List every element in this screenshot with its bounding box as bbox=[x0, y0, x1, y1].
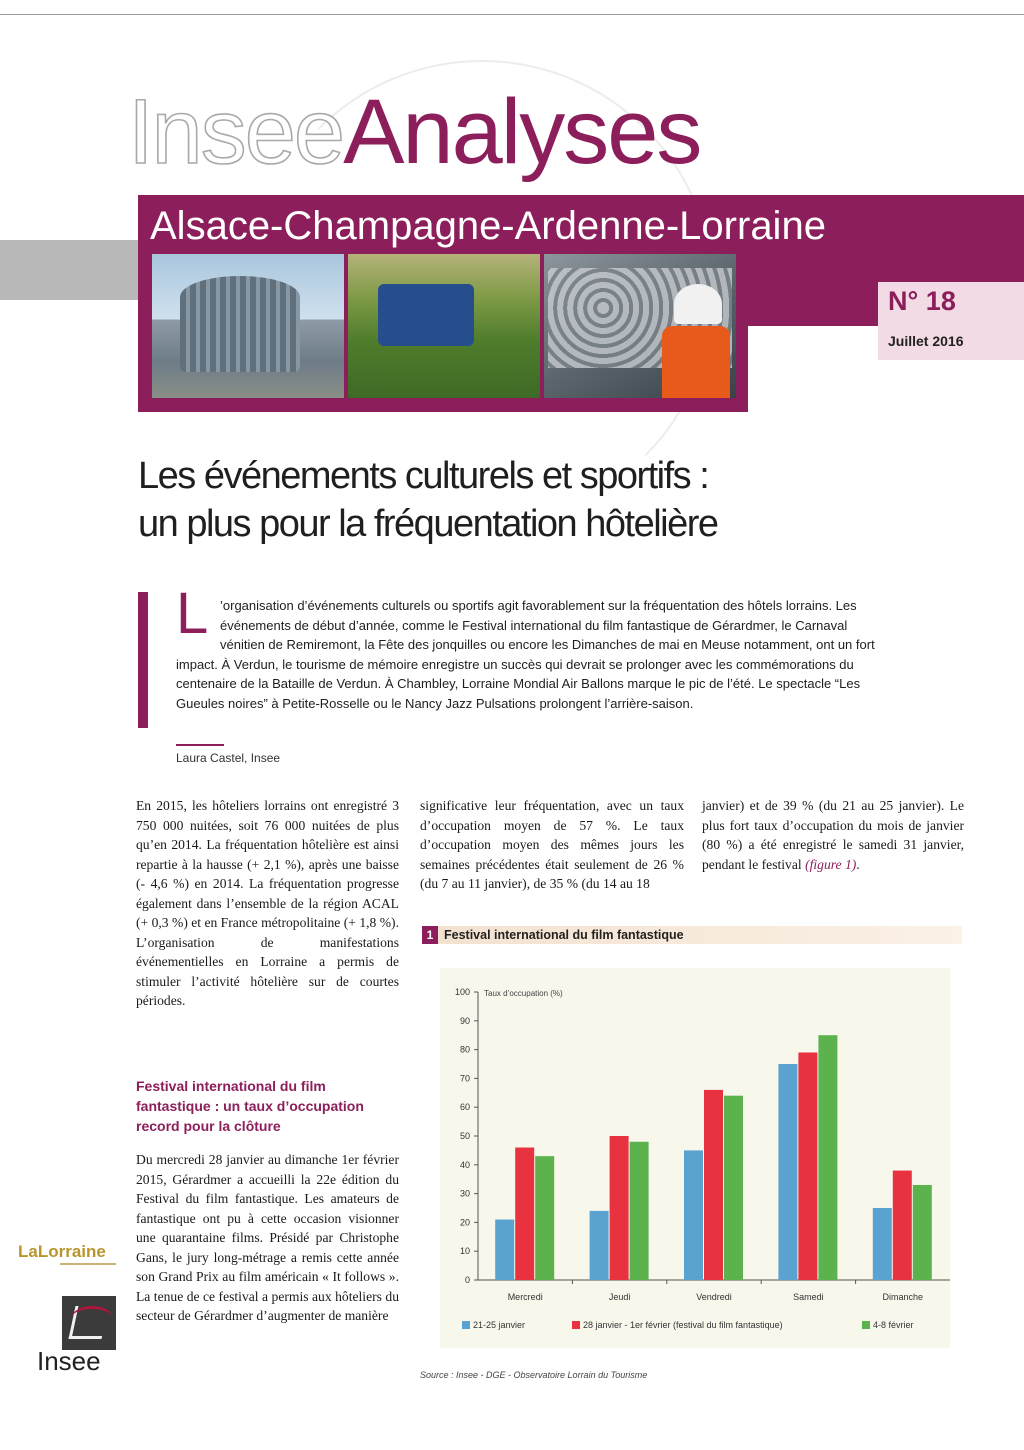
y-tick-label: 0 bbox=[464, 1275, 470, 1285]
figure-reference-link[interactable]: (figure 1) bbox=[805, 856, 857, 872]
lorraine-logo: LaLorraine bbox=[18, 1242, 106, 1261]
title-line-1: Les événements culturels et sportifs : bbox=[138, 455, 709, 497]
y-tick-label: 100 bbox=[454, 987, 470, 997]
intro-paragraph bbox=[176, 596, 888, 713]
top-rule bbox=[0, 14, 1024, 15]
author-rule bbox=[176, 744, 224, 746]
bar bbox=[873, 1208, 892, 1280]
issue-date: Juillet 2016 bbox=[888, 333, 964, 349]
article-title bbox=[138, 452, 718, 548]
legend-label: 21-25 janvier bbox=[473, 1320, 526, 1330]
figure-title: Festival international du film fantastique bbox=[444, 928, 684, 942]
y-axis-label: Taux d’occupation (%) bbox=[484, 989, 563, 998]
drop-cap: L bbox=[176, 581, 209, 646]
x-tick-label: Vendredi bbox=[696, 1292, 732, 1302]
y-tick-label: 40 bbox=[459, 1159, 470, 1170]
building-shape bbox=[180, 276, 300, 372]
bar bbox=[684, 1150, 703, 1280]
bar bbox=[778, 1064, 797, 1280]
body-column-1-continued: Du mercredi 28 janvier au dimanche 1er février 2015, Gérardmer a accueilli la 22e édition du Festival du film fantastique. Les amateurs de fantastique ont pu à cette occasion visionner une quarantaine films. Présidé par Christophe Gans, le jury long-métrage a remis cette année son Grand Prix au film américain « It follows ». La tenue de ce festival a permis aux hôteliers du secteur de Gérardmer d’augmenter de manière bbox=[136, 1152, 399, 1323]
x-tick-label: Mercredi bbox=[507, 1292, 543, 1302]
intro-text: ’organisation d’événements culturels ou sportifs agit favorablement sur la fréquentation des hôtels lorrains. Les événements de début d’année, comme le Festival international du film fantastique de Gérardmer, le Carnaval vénitien de Remiremont, la Fête des jonquilles ou encore les Dimanches de mai en Meuse notamment, ont un fort impact. À Verdun, le tourisme de mémoire enregistre un succès qui devrait se prolonger avec les commémorations du centenaire de la Bataille de Verdun. À Chambley, Lorraine Mondial Air Ballons marque le pic de l’été. Le spectacle “Les Gueules noires” à Petite-Rosselle ou le Nancy Jazz Pulsations prolongent l’arrière-saison. bbox=[176, 598, 875, 711]
photo-steel-worker bbox=[544, 254, 736, 398]
y-tick-label: 80 bbox=[459, 1044, 470, 1055]
region-title: Alsace-Champagne-Ardenne-Lorraine bbox=[150, 204, 826, 248]
x-tick-label: Samedi bbox=[793, 1292, 824, 1302]
y-tick-label: 10 bbox=[459, 1246, 470, 1257]
bar bbox=[913, 1185, 932, 1280]
worker-vest bbox=[662, 326, 730, 398]
legend-swatch bbox=[572, 1321, 580, 1329]
legend-label: 28 janvier - 1er février (festival du film fantastique) bbox=[583, 1320, 783, 1330]
section-subhead: Festival international du film fantastique : un taux d’occupation record pour la clôture bbox=[136, 1078, 364, 1134]
brand-analyses: Analyses bbox=[343, 81, 701, 183]
figure-source: Source : Insee - DGE - Observatoire Lorrain du Tourisme bbox=[420, 1370, 648, 1380]
bar-chart bbox=[420, 968, 960, 1358]
worker-helmet bbox=[674, 284, 722, 324]
legend-swatch bbox=[862, 1321, 870, 1329]
bar bbox=[515, 1148, 534, 1280]
gray-band bbox=[0, 240, 160, 300]
insee-logo-text: Insee bbox=[37, 1346, 101, 1376]
y-tick-label: 90 bbox=[459, 1015, 470, 1026]
body-column-1: En 2015, les hôteliers lorrains ont enregistré 3 750 000 nuitées, soit 76 000 nuitées de plus qu’en 2014. La fréquentation hôtelière est ainsi repartie à la hausse (+ 2,1 %), après une baisse (- 4,6 %) en 2014. La fréquentation progresse également dans l’ensemble de la région ACAL (+ 0,3 %) et en France métropolitaine (+ 1,8 %). L’organisation de manifestations événementielles en Lorraine a permis de stimuler l’activité hôtelière sur de courtes périodes. bbox=[136, 798, 399, 1008]
photo-tractor-field bbox=[348, 254, 540, 398]
bar bbox=[535, 1156, 554, 1280]
bar bbox=[798, 1052, 817, 1280]
issue-number: N° 18 bbox=[888, 286, 956, 316]
brand-insee: Insee bbox=[128, 81, 344, 183]
intro-accent-bar bbox=[138, 592, 148, 728]
bar bbox=[630, 1142, 649, 1280]
bar bbox=[724, 1096, 743, 1280]
bar bbox=[818, 1035, 837, 1280]
y-tick-label: 30 bbox=[459, 1188, 470, 1199]
photo-parliament bbox=[152, 254, 344, 398]
title-line-2: un plus pour la fréquentation hôtelière bbox=[138, 503, 718, 545]
legend-swatch bbox=[462, 1321, 470, 1329]
bar bbox=[704, 1090, 723, 1280]
body-column-2: significative leur fréquentation, avec un taux d’occupation moyen de 57 %. Le taux d’occupation moyen des mêmes jours les semaines précédentes était seulement de 26 % (du 7 au 11 janvier), de 35 % (du 14 au 18 bbox=[420, 798, 684, 891]
x-tick-label: Jeudi bbox=[608, 1292, 631, 1302]
figure-number: 1 bbox=[422, 926, 438, 944]
y-tick-label: 50 bbox=[459, 1131, 470, 1141]
publication-brand bbox=[128, 82, 700, 182]
bar bbox=[590, 1211, 609, 1280]
y-tick-label: 20 bbox=[459, 1217, 470, 1228]
col3-text: janvier) et de 39 % (du 21 au 25 janvier). Le plus fort taux d’occupation du mois de janvier (80 %) a été enregistré le samedi 31 janvier, pendant le festival bbox=[702, 798, 964, 872]
x-tick-label: Dimanche bbox=[882, 1292, 924, 1302]
legend-label: 4-8 février bbox=[873, 1320, 914, 1330]
bar bbox=[610, 1136, 629, 1280]
insee-swoosh-icon bbox=[72, 1306, 112, 1329]
body-column-3 bbox=[702, 796, 964, 874]
y-tick-label: 70 bbox=[459, 1073, 470, 1084]
bar bbox=[893, 1171, 912, 1280]
y-tick-label: 60 bbox=[459, 1102, 470, 1113]
lorraine-logo-underline bbox=[60, 1263, 116, 1265]
tractor-shape bbox=[378, 284, 474, 346]
bar bbox=[495, 1220, 514, 1280]
col3-end: . bbox=[856, 856, 860, 872]
author: Laura Castel, Insee bbox=[176, 751, 281, 765]
